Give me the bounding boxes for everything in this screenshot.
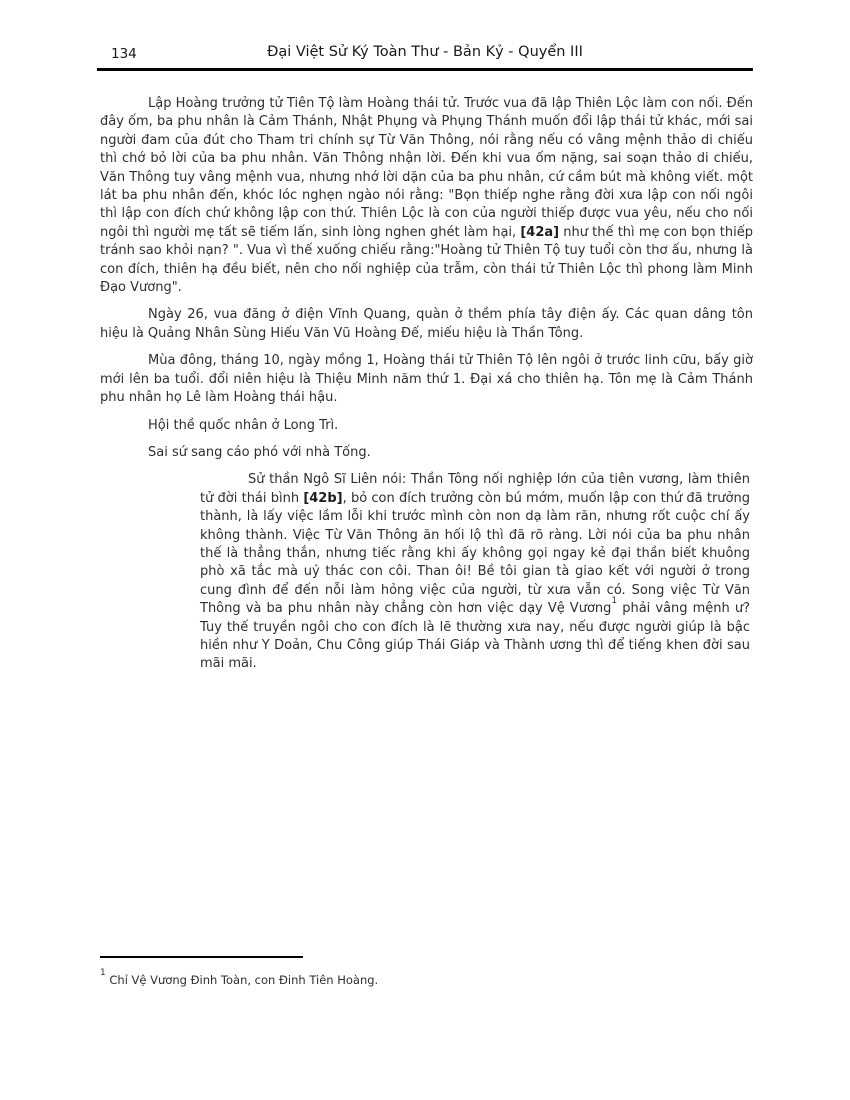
- text-segment: , bỏ con đích trưởng còn bú mớm, muốn lập con thứ đã trưởng thành, là lấy việc lầm lỗi khi trước mình còn non dạ làm răn, nhưng rốt cuộc chí ấy không thành. Việc Từ Văn Thông ăn hối lộ thì đã rõ ràng. Lời nói của ba phu nhân thế là thẳng thắn, nhưng tiếc rằng khi ấy không gọi ngay kẻ đại thần biết khuông phò xã tắc mà uỷ thác con côi. Than ôi! Bề tôi gian tà giao kết với người ở trong cung đình để đến nỗi làm hỏng việc của người, từ xưa vẫn có. Song việc Từ Văn Thông và ba phu nhân này chẳng còn hơn việc dạy Vệ Vương: [200, 490, 750, 617]
- footnote: [100, 968, 753, 988]
- footnote-ref: 1: [611, 595, 618, 606]
- text-segment: như thế thì mẹ con bọn thiếp tránh sao khỏi nạn? ". Vua vì thế xuống chiếu rằng:"Hoàng tử Thiên Tộ tuy tuổi còn thơ ấu, nhưng là con đích, thiên hạ đều biết, nên cho nối nghiệp của trẫm, còn thái tử Thiên Lộc thì phong làm Minh Đạo Vương".: [100, 224, 753, 296]
- footnote-separator: [100, 956, 303, 958]
- page-body: [100, 95, 753, 683]
- footnote-area: [100, 956, 753, 988]
- text-segment: Mùa đông, tháng 10, ngày mồng 1, Hoàng thái tử Thiên Tộ lên ngôi ở trước linh cữu, bấy giờ mới lên ba tuổi. đổi niên hiệu là Thiệu Minh năm thứ 1. Đại xá cho thiên hạ. Tôn mẹ là Cảm Thánh phu nhân họ Lê làm Hoàng thái hậu.: [100, 353, 753, 406]
- body-paragraph: [100, 444, 753, 462]
- folio-marker: [42a]: [520, 224, 560, 240]
- body-paragraph: [100, 417, 753, 435]
- page-number: 134: [111, 46, 137, 62]
- footnote-marker: 1: [100, 968, 106, 979]
- folio-marker: [42b]: [303, 490, 343, 506]
- body-paragraph: [100, 352, 753, 407]
- text-segment: Sử thần Ngô Sĩ Liên nói: Thần Tông nối nghiệp lớn của tiên vương, làm thiên tử đời thái bình: [200, 472, 750, 506]
- text-segment: Lập Hoàng trưởng tử Tiên Tộ làm Hoàng thái tử. Trước vua đã lập Thiên Lộc làm con nối. Đến đây ốm, ba phu nhân là Cảm Thánh, Nhật Phụng và Phụng Thánh muốn đổi lập thái tử khác, mới sai người đam của đút cho Tham tri chính sự Từ Văn Thông, nói rằng nếu có vâng mệnh thảo di chiếu thì chớ bỏ lời của ba phu nhân. Văn Thông nhận lời. Đến khi vua ốm nặng, sai soạn thảo di chiếu, Văn Thông tuy vâng mệnh vua, nhưng nhớ lời dặn của ba phu nhân, cứ cầm bút mà không viết. một lát ba phu nhân đến, khóc lóc nghẹn ngào nói rằng: "Bọn thiếp nghe rằng đời xưa lập con nối ngôi thì lập con đích chứ không lập con thứ. Thiên Lộc là con của người thiếp được vua yêu, nếu cho nối ngôi thì người mẹ tất sẽ tiếm lấn, sinh lòng nghen ghét làm hại,: [100, 96, 753, 240]
- header-rule: [97, 68, 753, 71]
- body-paragraph: [100, 306, 753, 343]
- text-segment: Hội thề quốc nhân ở Long Trì.: [148, 417, 339, 433]
- text-segment: phải vâng mệnh ư? Tuy thế truyền ngôi cho con đích là lẽ thường xưa nay, nếu được người giúp là bậc hiền như Y Doản, Chu Công giúp Thái Giáp và Thành ương thì để tiếng khen đời sau mãi mãi.: [200, 601, 750, 672]
- footnote-text: Chỉ Vệ Vương Đinh Toàn, con Đinh Tiên Hoàng.: [105, 973, 379, 987]
- page-header: [97, 44, 753, 66]
- header-title: Đại Việt Sử Ký Toàn Thư - Bản Kỷ - Quyển III: [267, 44, 583, 60]
- text-segment: Ngày 26, vua đăng ở điện Vĩnh Quang, quàn ở thềm phía tây điện ấy. Các quan dâng tôn hiệu là Quảng Nhân Sùng Hiếu Văn Vũ Hoàng Đế, miếu hiệu là Thần Tông.: [100, 307, 753, 341]
- text-segment: Sai sứ sang cáo phó với nhà Tống.: [148, 444, 371, 460]
- body-paragraph: [100, 95, 753, 297]
- historian-comment-paragraph: [200, 471, 750, 673]
